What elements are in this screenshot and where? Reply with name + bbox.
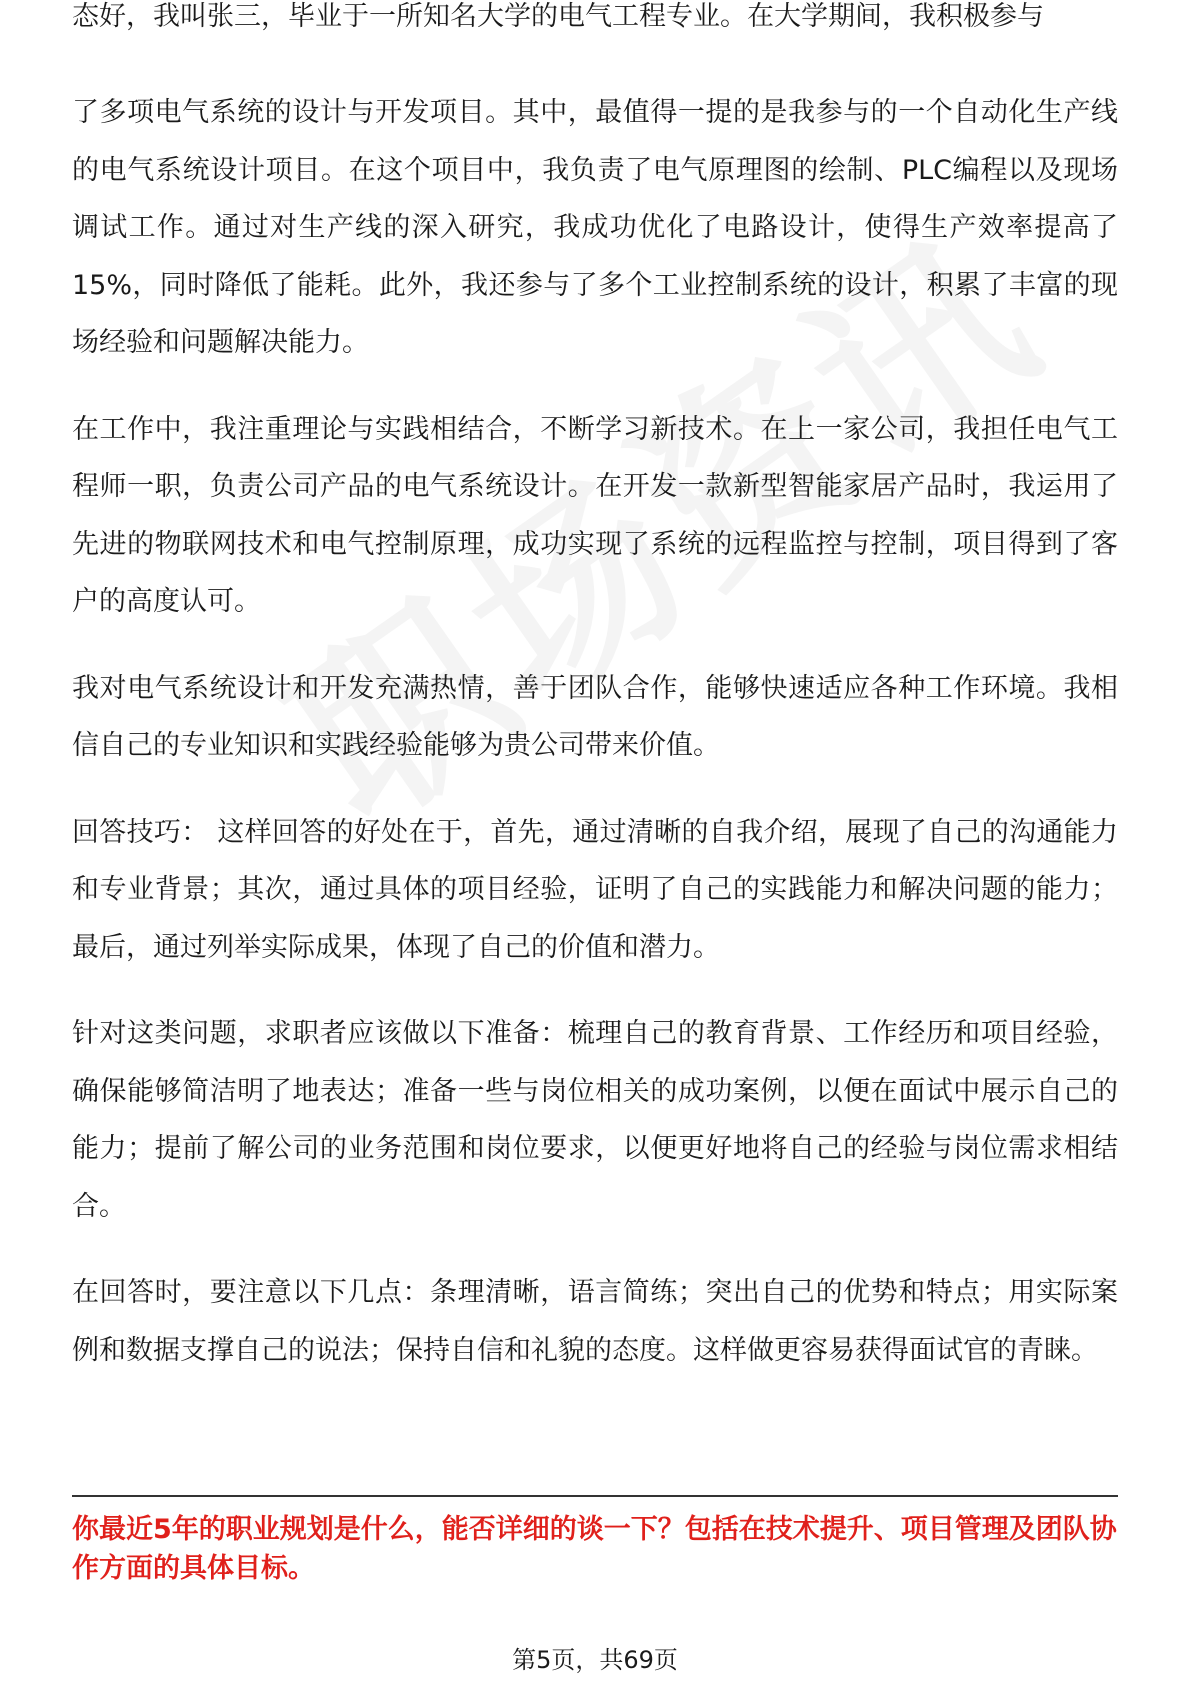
interview-question: 你最近5年的职业规划是什么，能否详细的谈一下？包括在技术提升、项目管理及团队协作方面的具体目标。 (72, 1514, 1117, 1584)
page-footer: 第5页，共69页 (512, 1646, 678, 1674)
paragraph-attention-points: 在回答时，要注意以下几点：条理清晰，语言简练；突出自己的优势和特点；用实际案例和数据支撑自己的说法；保持自信和礼貌的态度。这样做更容易获得面试官的青睐。 (72, 1277, 1118, 1366)
paragraph-project-experience: 了多项电气系统的设计与开发项目。其中，最值得一提的是我参与的一个自动化生产线的电气系统设计项目。在这个项目中，我负责了电气原理图的绘制、PLC编程以及现场调试工作。通过对生产线的深入研究，我成功优化了电路设计，使得生产效率提高了15%，同时降低了能耗。此外，我还参与了多个工业控制系统的设计，积累了丰富的现场经验和问题解决能力。 (72, 97, 1118, 358)
paragraph-passion: 我对电气系统设计和开发充满热情，善于团队合作，能够快速适应各种工作环境。我相信自己的专业知识和实践经验能够为贵公司带来价值。 (72, 672, 1118, 761)
document-body (72, 84, 1118, 1408)
cut-off-top-text: 态好，我叫张三，毕业于一所知名大学的电气工程专业。在大学期间，我积极参与 (72, 1, 1044, 32)
paragraph-answer-tips: 回答技巧： 这样回答的好处在于，首先，通过清晰的自我介绍，展现了自己的沟通能力和专业背景；其次，通过具体的项目经验，证明了自己的实践能力和解决问题的能力；最后，通过列举实际成果，体现了自己的价值和潜力。 (72, 816, 1118, 963)
paragraph-preparation: 针对这类问题，求职者应该做以下准备：梳理自己的教育背景、工作经历和项目经验，确保能够简洁明了地表达；准备一些与岗位相关的成功案例，以便在面试中展示自己的能力；提前了解公司的业务范围和岗位要求，以便更好地将自己的经验与岗位需求相结合。 (72, 1018, 1118, 1222)
section-divider (72, 1495, 1118, 1497)
cut-off-top-line (72, 1, 1112, 46)
paragraph-work-experience: 在工作中，我注重理论与实践相结合，不断学习新技术。在上一家公司，我担任电气工程师一职，负责公司产品的电气系统设计。在开发一款新型智能家居产品时，我运用了先进的物联网技术和电气控制原理，成功实现了系统的远程监控与控制，项目得到了客户的高度认可。 (72, 413, 1118, 617)
